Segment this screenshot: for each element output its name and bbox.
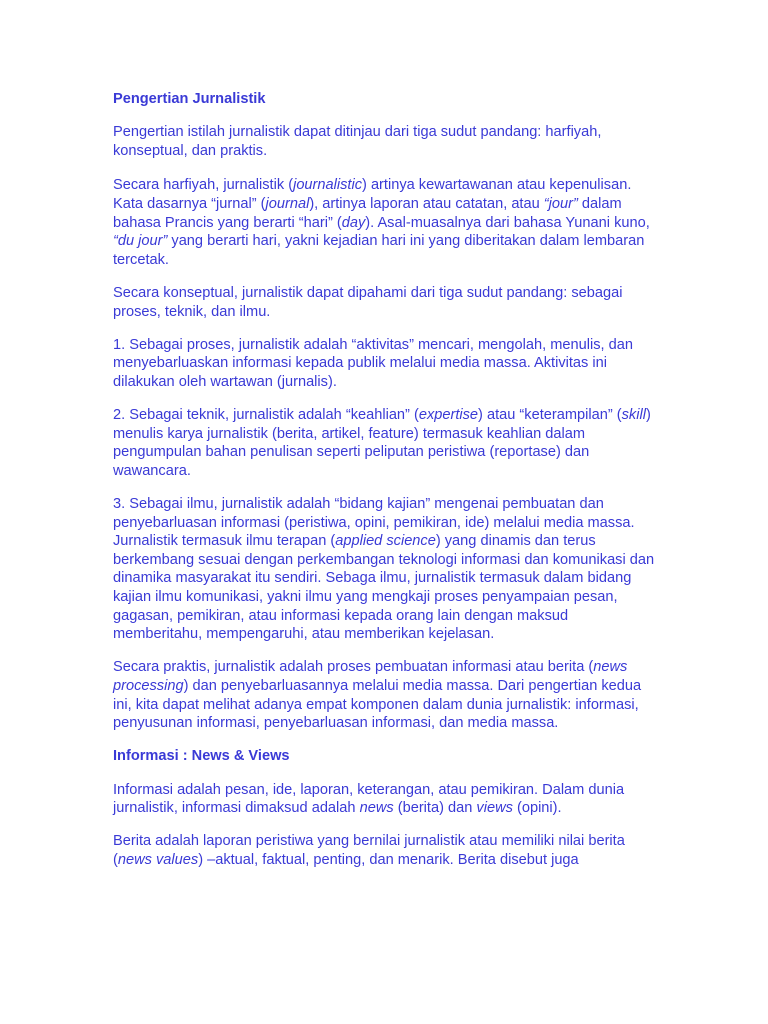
text-run: ) yang dinamis dan terus berkembang sesuai dengan perkembangan teknologi informasi dan komunikasi dan dinamika masyarakat itu sendiri. Sebaga ilmu, jurnalistik termasuk dalam bidang kajian ilmu komunikasi, yakni ilmu yang mengkaji proses penyampaian pesan, gagasan, pemikiran, atau informasi kepada orang lain dengan maksud memberitahu, mempengaruhi, atau memberikan kejelasan. [113,533,655,643]
text-run: Informasi adalah pesan, ide, laporan, keterangan, atau pemikiran. Dalam dunia jurnalistik, informasi dimaksud adalah [113,781,625,817]
italic-term: “du jour” [113,233,168,250]
paragraph-intro: Pengertian istilah jurnalistik dapat ditinjau dari tiga sudut pandang: harfiyah, konseptual, dan praktis. [113,124,602,159]
text-run: 3. Sebagai ilmu, jurnalistik adalah “bidang kajian” mengenai pembuatan dan penyebarluasan informasi (peristiwa, opini, pemikiran, ide) melalui media massa. Jurnalistik termasuk ilmu terapan ( [113,496,635,550]
text-run: dalam bahasa Prancis yang berarti “hari” ( [113,195,622,231]
text-run: (opini). [512,800,562,817]
text-run: ) –aktual, faktual, penting, dan menarik. Berita disebut juga [198,851,579,868]
text-run: Berita adalah laporan peristiwa yang bernilai jurnalistik atau memiliki nilai berita ( [113,833,625,868]
italic-term: day [341,214,366,231]
italic-term: news processing [113,659,628,694]
paragraph-informasi [113,781,658,818]
text-run: ) menulis karya jurnalistik (berita, artikel, feature) termasuk keahlian dalam pengumpulan bahan penulisan seperti peliputan peristiwa (reportase) dan wawancara. [113,407,651,479]
text-run: (berita) dan [393,800,477,817]
italic-term: views [476,800,513,817]
section-heading: Informasi : News & Views [113,748,290,765]
text-run: Secara praktis, jurnalistik adalah proses pembuatan informasi atau berita ( [113,659,594,676]
text-run: ). Asal-muasalnya dari bahasa Yunani kuno, [365,214,650,231]
document-title: Pengertian Jurnalistik [113,91,266,107]
document-page [113,90,658,884]
italic-term: “jour” [543,195,578,212]
italic-term: skill [621,407,646,424]
text-run: ) dan penyebarluasannya melalui media massa. Dari pengertian kedua ini, kita dapat melihat adanya empat komponen dalam dunia jurnalistik: informasi, penyusunan informasi, penyebarluasan informasi, dan media massa. [113,678,642,732]
paragraph-harfiyah [113,176,658,269]
text-run: ) atau “keterampilan” ( [478,407,622,424]
text-run: Secara harfiyah, jurnalistik ( [113,177,294,194]
paragraph-teknik [113,406,658,480]
paragraph-konseptual: Secara konseptual, jurnalistik dapat dipahami dari tiga sudut pandang: sebagai proses, teknik, dan ilmu. [113,284,623,320]
text-run: yang berarti hari, yakni kejadian hari ini yang diberitakan dalam lembaran tercetak. [113,233,645,268]
text-run: ), artinya laporan atau catatan, atau [309,195,544,212]
italic-term: news [359,800,394,817]
italic-term: news values [117,851,199,868]
paragraph-berita [113,832,658,869]
text-run: 2. Sebagai teknik, jurnalistik adalah “keahlian” ( [113,407,419,424]
paragraph-ilmu [113,495,658,644]
italic-term: expertise [418,407,479,424]
italic-term: journalistic [293,177,363,194]
paragraph-praktis [113,658,658,732]
paragraph-proses: 1. Sebagai proses, jurnalistik adalah “aktivitas” mencari, mengolah, menulis, dan menyebarluaskan informasi kepada publik melalui media massa. Aktivitas ini dilakukan oleh wartawan (jurnalis). [113,336,633,390]
italic-term: journal [265,195,310,212]
italic-term: applied science [335,533,436,550]
text-run: ) artinya kewartawanan atau kepenulisan. Kata dasarnya “jurnal” ( [113,177,632,212]
